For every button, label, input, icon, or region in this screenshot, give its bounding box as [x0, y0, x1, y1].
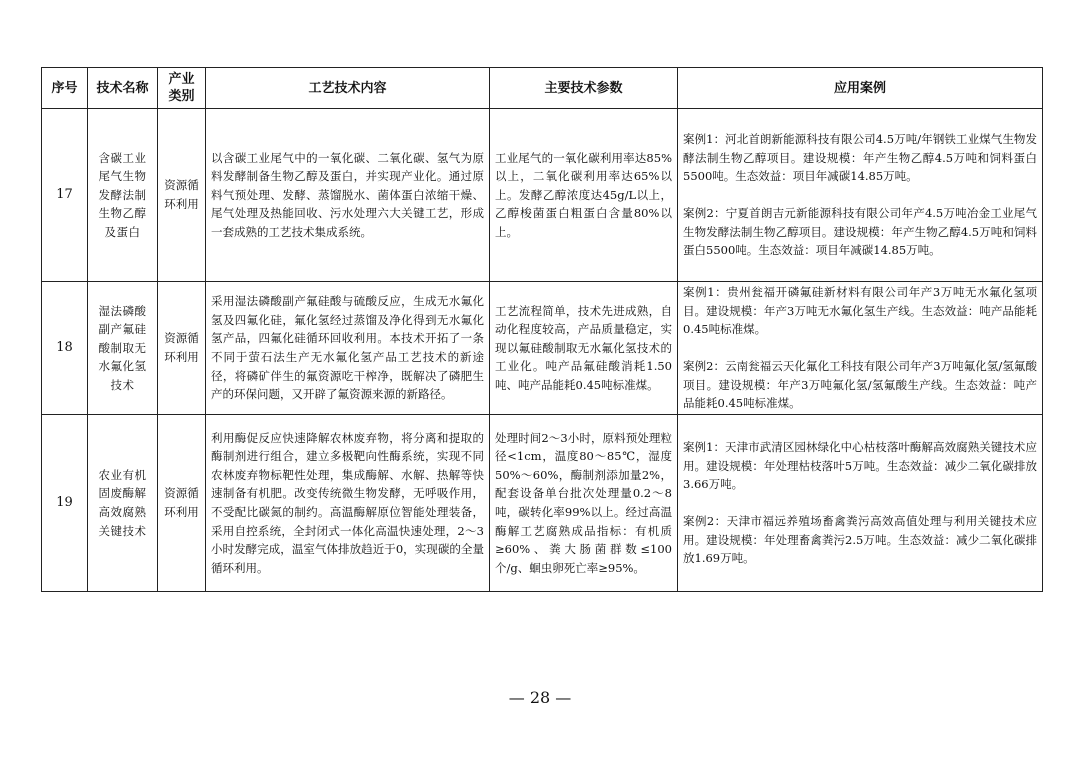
- header-seq: 序号: [42, 68, 88, 109]
- header-params: 主要技术参数: [490, 68, 678, 109]
- row-params: 工艺流程简单，技术先进成熟，自动化程度较高，产品质量稳定，实现以氟硅酸制取无水氟化氢技术的工业化。吨产品氟硅酸消耗1.50吨、吨产品能耗0.45吨标准煤。: [490, 282, 678, 415]
- row-cases: [678, 282, 1043, 415]
- case-1: 案例1：天津市武清区园林绿化中心枯枝落叶酶解高效腐熟关键技术应用。建设规模：年处理枯枝落叶5万吨。生态效益：减少二氧化碳排放3.66万吨。: [683, 440, 1037, 492]
- case-2: 案例2：宁夏首朗吉元新能源科技有限公司年产4.5万吨冶金工业尾气生物发酵法制生物乙醇项目。建设规模：年产生物乙醇4.5万吨和饲料蛋白5500吨。生态效益：项目年减碳14.85万吨。: [683, 206, 1037, 258]
- row-process: 利用酶促反应快速降解农林废弃物，将分离和提取的酶制剂进行组合，建立多极靶向性酶系统，实现不同农林废弃物标靶性处理，集成酶解、水解、热解等快速制备有机肥。改变传统微生物发酵，无呼吸作用，不受配比碳氮的制约。高温酶解原位智能处理装备，采用自控系统，全封闭式一体化高温快速处理，2～3小时发酵完成，温室气体排放趋近于0，实现碳的全量循环利用。: [206, 415, 490, 592]
- row-seq: 18: [42, 282, 88, 415]
- table-header-row: [42, 68, 1043, 109]
- row-params: 工业尾气的一氧化碳利用率达85%以上，二氧化碳利用率达65%以上。发酵乙醇浓度达45g/L以上，乙醇梭菌蛋白粗蛋白含量80%以上。: [490, 109, 678, 282]
- row-seq: 19: [42, 415, 88, 592]
- row-cases: [678, 109, 1043, 282]
- row-params: 处理时间2～3小时，原料预处理粒径<1cm，温度80～85℃，湿度50%～60%，酶制剂添加量2%，配套设备单台批次处理量0.2～8吨，碳转化率99%以上。经过高温酶解工艺腐熟成品指标：有机质≥60%、粪大肠菌群数≤100个/g、蛔虫卵死亡率≥95%。: [490, 415, 678, 592]
- row-process: 采用湿法磷酸副产氟硅酸与硫酸反应，生成无水氟化氢及四氟化硅，氟化氢经过蒸馏及净化得到无水氟化氢产品，四氟化硅循环回收利用。本技术开拓了一条不同于萤石法生产无水氟化氢产品工艺技术的新途径，将磷矿伴生的氟资源吃干榨净，既解决了磷肥生产的环保问题，又开辟了氟资源来源的新路径。: [206, 282, 490, 415]
- table-row: [42, 109, 1043, 282]
- case-2: 案例2：云南瓮福云天化氟化工科技有限公司年产3万吨氟化氢/氢氟酸项目。建设规模：年产3万吨氟化氢/氢氟酸生产线。生态效益：吨产品能耗0.45吨标准煤。: [683, 359, 1037, 411]
- header-process: 工艺技术内容: [206, 68, 490, 109]
- case-2: 案例2：天津市福远养殖场畜禽粪污高效高值处理与利用关键技术应用。建设规模：年处理畜禽粪污2.5万吨。生态效益：减少二氧化碳排放1.69万吨。: [683, 514, 1037, 566]
- header-tech-name: 技术名称: [88, 68, 158, 109]
- header-industry: 产业类别: [158, 68, 206, 109]
- row-industry: 资源循环利用: [158, 415, 206, 592]
- case-1: 案例1：河北首朗新能源科技有限公司4.5万吨/年钢铁工业煤气生物发酵法制生物乙醇项目。建设规模：年产生物乙醇4.5万吨和饲料蛋白5500吨。生态效益：项目年减碳14.85万吨。: [683, 132, 1037, 184]
- row-process: 以含碳工业尾气中的一氧化碳、二氧化碳、氢气为原料发酵制备生物乙醇及蛋白，并实现产业化。通过原料气预处理、发酵、蒸馏脱水、菌体蛋白浓缩干燥、尾气处理及热能回收、污水处理六大关键工艺，形成一套成熟的工艺技术集成系统。: [206, 109, 490, 282]
- technology-table: [41, 67, 1043, 592]
- table-row: [42, 415, 1043, 592]
- table-row: [42, 282, 1043, 415]
- row-tech-name: 湿法磷酸副产氟硅酸制取无水氟化氢技术: [88, 282, 158, 415]
- row-industry: 资源循环利用: [158, 109, 206, 282]
- page-number: — 28 —: [508, 688, 572, 707]
- row-tech-name: 含碳工业尾气生物发酵法制生物乙醇及蛋白: [88, 109, 158, 282]
- header-cases: 应用案例: [678, 68, 1043, 109]
- row-industry: 资源循环利用: [158, 282, 206, 415]
- row-tech-name: 农业有机固废酶解高效腐熟关键技术: [88, 415, 158, 592]
- case-1: 案例1：贵州瓮福开磷氟硅新材料有限公司年产3万吨无水氟化氢项目。建设规模：年产3万吨无水氟化氢生产线。生态效益：吨产品能耗0.45吨标准煤。: [683, 285, 1037, 337]
- row-seq: 17: [42, 109, 88, 282]
- row-cases: [678, 415, 1043, 592]
